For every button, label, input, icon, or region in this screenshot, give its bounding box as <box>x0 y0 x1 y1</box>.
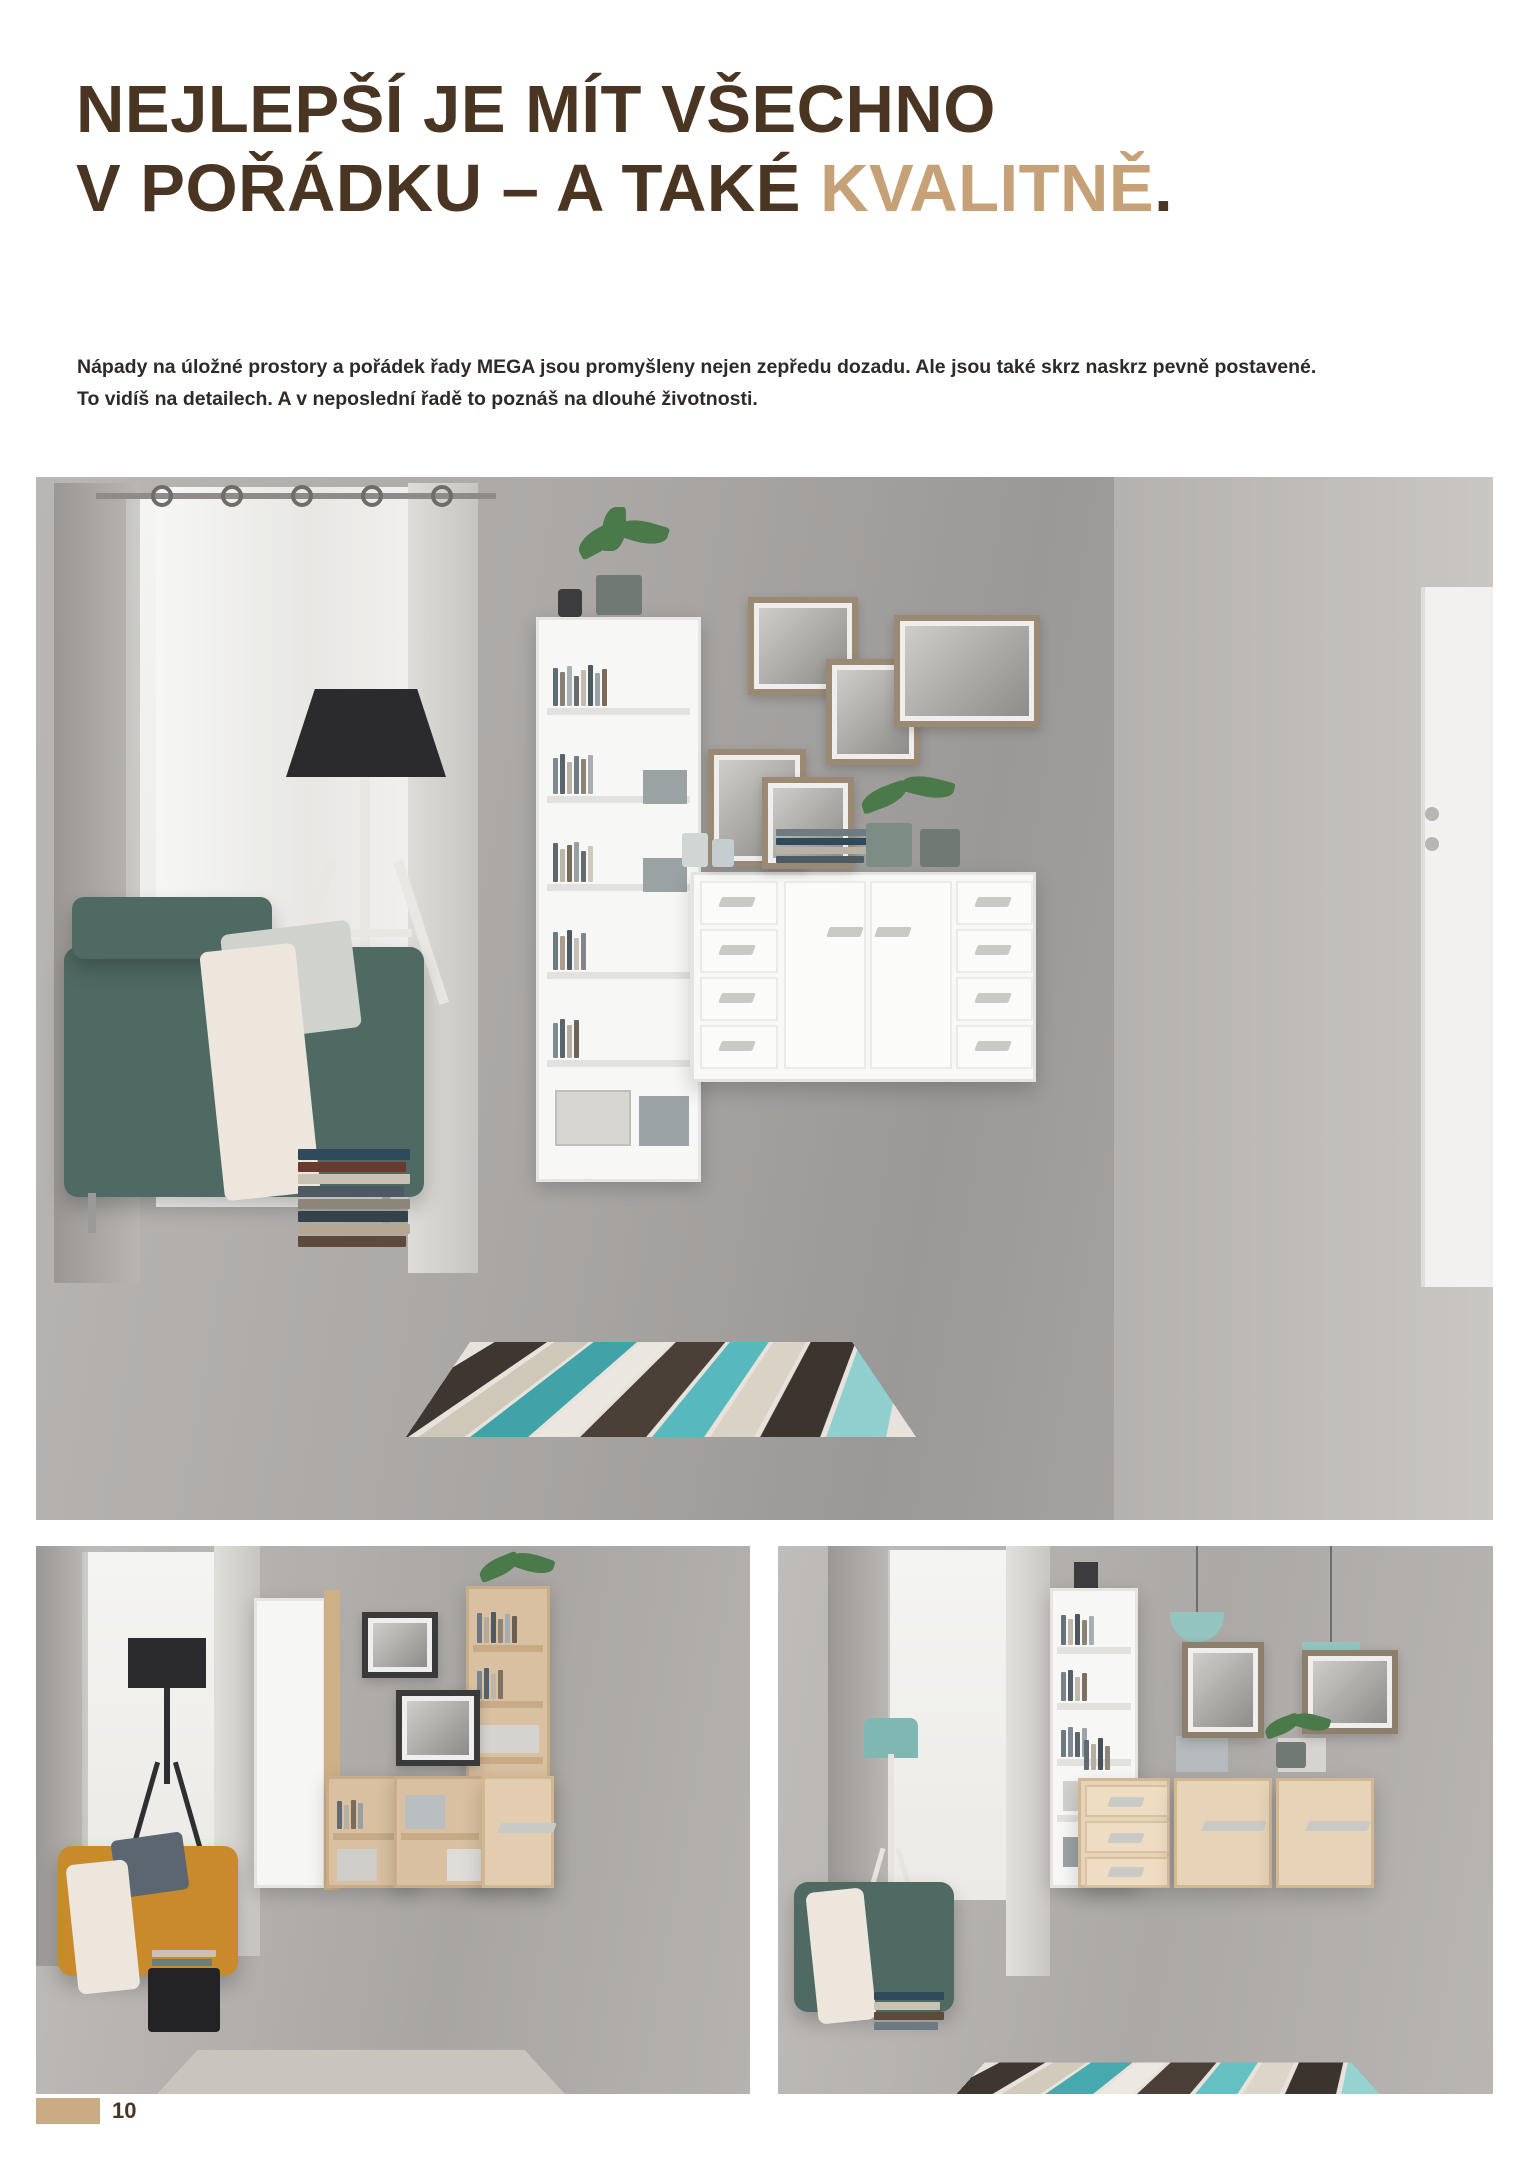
chair-leg <box>88 1193 96 1233</box>
intro-paragraph <box>77 352 1337 415</box>
decor-vase <box>1074 1562 1098 1588</box>
storage-box <box>479 1725 539 1753</box>
door-handle <box>1425 807 1439 821</box>
storage-box <box>405 1795 445 1829</box>
books-row <box>477 1667 503 1699</box>
storage-box <box>447 1849 481 1881</box>
drawer-handle-icon <box>718 1041 756 1051</box>
plant-pot <box>866 823 912 867</box>
hero-photo <box>36 477 1493 1520</box>
books-row <box>553 664 607 706</box>
plant-pot <box>1276 1742 1306 1768</box>
lamp-shade <box>864 1718 918 1758</box>
drawer-handle-icon <box>974 897 1012 907</box>
books-row <box>553 752 593 794</box>
decor-glass <box>682 833 708 867</box>
plant-pot <box>596 575 642 615</box>
hero-scene <box>36 477 1493 1520</box>
drawer-handle-icon <box>1107 1797 1145 1807</box>
lamp-shade <box>128 1638 206 1688</box>
door-handle <box>1425 837 1439 851</box>
curtain-ring <box>291 485 313 507</box>
headline-line-2-prefix: V POŘÁDKU – A TAKÉ <box>76 151 821 227</box>
books-row <box>337 1799 363 1829</box>
pendant-cord <box>1330 1546 1332 1646</box>
area-rug <box>928 2062 1408 2094</box>
cabinet-door <box>784 881 866 1069</box>
intro-text: Nápady na úložné prostory a pořádek řady MEGA jsou promyšleny nejen zepředu dozadu. Ale jsou také skrz naskrz pevně postavené. To vidíš na detailech. A v neposlední řadě to poznáš na dlouhé životnosti. <box>77 356 1317 410</box>
door-handle-icon <box>826 927 864 937</box>
door-handle-icon <box>1229 1821 1267 1831</box>
low-cabinet <box>482 1776 554 1888</box>
curtain-ring <box>151 485 173 507</box>
drawer-handle-icon <box>974 1041 1012 1051</box>
books-row <box>553 928 586 970</box>
drawer-handle-icon <box>974 945 1012 955</box>
door-handle-icon <box>874 927 912 937</box>
headline-line-1: NEJLEPŠÍ JE MÍT VŠECHNO <box>76 72 996 147</box>
footer-accent-bar <box>36 2098 100 2124</box>
left-scene <box>36 1546 750 2094</box>
area-rug <box>406 1342 916 1437</box>
pendant-cord <box>1196 1546 1198 1616</box>
books-row <box>477 1611 517 1643</box>
headline-line-2 <box>76 149 1456 228</box>
drawer-handle-icon <box>1107 1833 1145 1843</box>
picture-frame <box>894 615 1040 727</box>
floor-book-stack <box>874 1992 944 2032</box>
curtain-ring <box>431 485 453 507</box>
window <box>82 1552 232 1882</box>
cabinet-door <box>870 881 952 1069</box>
drawer-handle-icon <box>1107 1867 1145 1877</box>
picture-frame <box>1182 1642 1264 1738</box>
floor-book-stack <box>298 1149 410 1249</box>
low-shelf-unit <box>394 1776 486 1888</box>
secondary-photo-left <box>36 1546 750 2094</box>
storage-basket <box>555 1090 631 1146</box>
picture-frame <box>396 1690 480 1766</box>
door <box>1421 587 1493 1287</box>
book-stack <box>776 829 872 865</box>
low-cabinet-doors <box>1276 1778 1374 1888</box>
curtain-right <box>1006 1546 1050 1976</box>
headline-accent-word: KVALITNĚ <box>820 151 1155 227</box>
sideboard <box>691 872 1036 1082</box>
decor-glass <box>712 839 734 867</box>
lamp-pole <box>888 1754 894 1884</box>
curtain-ring <box>221 485 243 507</box>
books-row <box>553 1016 579 1058</box>
low-cabinet-drawers <box>1078 1778 1170 1888</box>
storage-basket <box>643 858 687 892</box>
door-handle-icon <box>1333 1821 1371 1831</box>
drawer-handle-icon <box>718 897 756 907</box>
plant-pot <box>920 829 960 867</box>
storage-basket <box>148 1968 220 2032</box>
floor-book-stack <box>152 1950 216 1968</box>
books-row <box>1061 1669 1087 1701</box>
right-scene <box>778 1546 1493 2094</box>
storage-box <box>337 1849 377 1881</box>
wardrobe <box>254 1598 326 1888</box>
lamp-pole <box>164 1688 170 1784</box>
page-number: 10 <box>112 2098 137 2123</box>
headline-period: . <box>1154 151 1174 227</box>
page-title <box>76 70 1456 228</box>
door-handle-icon <box>519 1823 557 1833</box>
low-cabinet-doors <box>1174 1778 1272 1888</box>
decor-vase <box>558 589 582 617</box>
drawer-handle-icon <box>718 945 756 955</box>
curtain-ring <box>361 485 383 507</box>
storage-box <box>1176 1736 1228 1772</box>
books-row <box>1061 1613 1094 1645</box>
tall-bookcase <box>536 617 701 1182</box>
books-row <box>1084 1736 1110 1770</box>
secondary-photo-right <box>778 1546 1493 2094</box>
drawer-handle-icon <box>718 993 756 1003</box>
picture-frame <box>362 1612 438 1678</box>
drawer-handle-icon <box>974 993 1012 1003</box>
area-rug <box>146 2050 576 2094</box>
storage-box <box>639 1096 689 1146</box>
storage-basket <box>643 770 687 804</box>
books-row <box>553 840 593 882</box>
